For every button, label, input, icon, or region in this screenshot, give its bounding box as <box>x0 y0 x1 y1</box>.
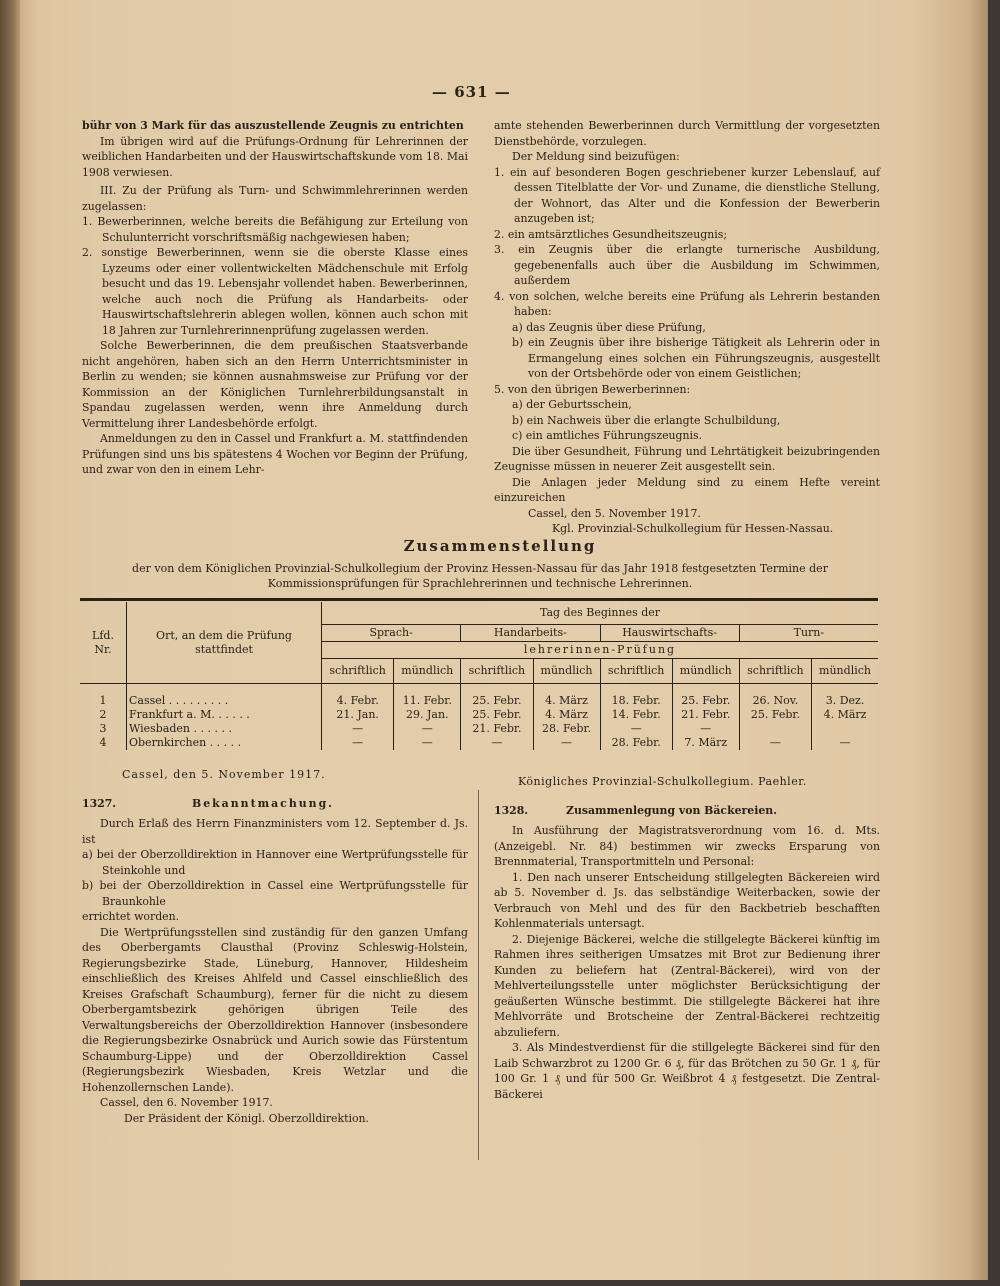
right-column-top <box>494 118 880 537</box>
paragraph: Die über Gesundheit, Führung und Lehrtätigkeit beizubringenden Zeugnisse müssen in neuerer Zeit ausgestellt sein. <box>494 444 880 473</box>
row-cell: 4. März <box>812 708 878 722</box>
header-mode: schriftlich <box>322 659 394 684</box>
announcement-header <box>494 803 880 823</box>
row-cell: 28. Febr. <box>600 736 672 750</box>
header-ort: Ort, an dem die Prüfung stattfindet <box>127 602 322 684</box>
zusammenstellung-title: Zusammenstellung <box>403 537 597 555</box>
header-mode: mündlich <box>533 659 600 684</box>
header-mode: mündlich <box>394 659 461 684</box>
table-row <box>80 708 878 722</box>
row-cell: — <box>533 736 600 750</box>
list-item: a) bei der Oberzolldirektion in Hannover eine Wertprüfungsstelle für Steinkohle und <box>82 848 468 877</box>
header-group-sprach: Sprach- <box>322 625 461 642</box>
row-cell: 29. Jan. <box>394 708 461 722</box>
table-date-line: Cassel, den 5. November 1917. <box>122 768 326 781</box>
announcement-heading: Bekanntmachung. <box>192 797 334 810</box>
list-item: 5. von den übrigen Bewerberinnen: <box>494 382 691 396</box>
page-number: — 631 — <box>432 83 511 101</box>
row-cell: 26. Nov. <box>739 684 811 709</box>
header-group-handarbeits: Handarbeits- <box>461 625 600 642</box>
row-cell: — <box>394 736 461 750</box>
list-item: b) bei der Oberzolldirektion in Cassel eine Wertprüfungsstelle für Braunkohle <box>82 879 468 908</box>
row-cell: — <box>322 736 394 750</box>
header-lehrerinnen-pruefung: lehrerinnen-Prüfung <box>322 642 879 659</box>
row-cell: 11. Febr. <box>394 684 461 709</box>
row-cell: 25. Febr. <box>461 684 533 709</box>
paragraph: Anmeldungen zu den in Cassel und Frankfurt a. M. stattfindenden Prüfungen sind uns bis spätestens 4 Wochen vor Beginn der Prüfung, und zwar von den in einem Lehr- <box>82 432 468 476</box>
row-cell: 7. März <box>672 736 739 750</box>
paragraph: errichtet worden. <box>82 910 180 923</box>
date-line: Cassel, den 6. November 1917. <box>100 1096 273 1109</box>
table-row <box>80 736 878 750</box>
section-heading-iii: III. Zu der Prüfung als Turn- und Schwimmlehrerinnen werden zugelassen: <box>82 184 468 213</box>
row-cell: — <box>812 736 878 750</box>
paragraph: bühr von 3 Mark für das auszustellende Zeugnis zu entrichten <box>82 119 464 132</box>
header-mode: mündlich <box>672 659 739 684</box>
paragraph: In Ausführung der Magistratsverordnung vom 16. d. Mts. (Anzeigebl. Nr. 84) bestimmen wir zwecks Ersparung von Brennmaterial, Transportmitteln und Personal: <box>494 824 880 868</box>
row-ort: Obernkirchen . . . . . <box>127 736 322 750</box>
paragraph: Die Anlagen jeder Meldung sind zu einem Hefte vereint einzureichen <box>494 475 880 504</box>
signature: Kgl. Provinzial-Schulkollegium für Hessen-Nassau. <box>552 522 834 535</box>
row-cell: 14. Febr. <box>600 708 672 722</box>
paragraph: Die Wertprüfungsstellen sind zuständig für den ganzen Umfang des Oberbergamts Clausthal (Provinz Schleswig-Holstein, Regierungsbezirke Stade, Lüneburg, Hannover, Hildesheim einschließlich des Kreises Ahlfeld und Cassel einschließlich des Kreises Grafschaft Schaumburg), ferner für die nicht zu diesem Oberbergamtsbezirk gehörigen übrigen Teile des Verwaltungsbereichs der Oberzolldirektion Hannover (insbesondere die Regierungsbezirke Osnabrück und Aurich sowie das Fürstentum Schaumburg-Lippe) und der Oberzolldirektion Cassel (Regierungsbezirk Wiesbaden, Kreis Wetzlar und die Hohenzollernschen Lande). <box>82 925 468 1094</box>
row-cell: 3. Dez. <box>812 684 878 709</box>
row-nr: 1 <box>99 694 107 707</box>
list-item: 4. von solchen, welche bereits eine Prüfung als Lehrerin bestanden haben: <box>494 289 880 318</box>
row-cell: 21. Febr. <box>672 708 739 722</box>
sub-list-item: b) ein Zeugnis über ihre bisherige Tätigkeit als Lehrerin oder in Ermangelung eines solchen ein Führungszeugnis, ausgestellt von der Ortsbehörde oder von einem Geistlichen; <box>512 336 880 380</box>
row-cell: 4. März <box>533 684 600 709</box>
sub-list-item: a) der Geburtsschein, <box>512 398 632 411</box>
row-cell: 4. Febr. <box>322 684 394 709</box>
row-cell <box>812 722 878 736</box>
table-row <box>80 684 878 709</box>
row-cell: 4. März <box>533 708 600 722</box>
row-cell: 25. Febr. <box>739 708 811 722</box>
list-item: 3. ein Zeugnis über die erlangte turnerische Ausbildung, gegebenenfalls auch über die Ausbildung im Schwimmen, außerdem <box>494 243 880 287</box>
row-nr: 2 <box>99 708 107 721</box>
row-cell: 18. Febr. <box>600 684 672 709</box>
sub-list-item: b) ein Nachweis über die erlangte Schulbildung, <box>512 413 781 427</box>
row-cell: — <box>394 722 461 736</box>
row-cell: 25. Febr. <box>461 708 533 722</box>
list-item: 1. ein auf besonderen Bogen geschriebener kurzer Lebenslauf, auf dessen Titelblatte der Vor- und Zuname, die dienstliche Stellung, der Wohnort, das Alter und die Konfession der Bewerberin anzugeben ist; <box>494 165 880 225</box>
list-item: 1. Bewerberinnen, welche bereits die Befähigung zur Erteilung von Schulunterricht vorschriftsmäßig nachgewiesen haben; <box>82 215 468 244</box>
header-mode: schriftlich <box>600 659 672 684</box>
row-nr: 4 <box>99 736 107 749</box>
row-cell: 21. Jan. <box>322 708 394 722</box>
list-item: 2. ein amtsärztliches Gesundheitszeugnis; <box>494 227 727 241</box>
date-line: Cassel, den 5. November 1917. <box>528 506 701 520</box>
paragraph: Im übrigen wird auf die Prüfungs-Ordnung für Lehrerinnen der weiblichen Handarbeiten und der Hauswirtschaftskunde vom 18. Mai 1908 verwiesen. <box>82 134 468 179</box>
row-cell: 21. Febr. <box>461 722 533 736</box>
zusammenstellung-subtitle: der von dem Königlichen Provinzial-Schulkollegium der Provinz Hessen-Nassau für das Jahr 1918 festgesetzten Termine der Kommissionsprüfungen für Sprachlehrerinnen und technische Lehrerinnen. <box>132 562 828 590</box>
paragraph: Der Meldung sind beizufügen: <box>512 150 680 163</box>
row-cell: 25. Febr. <box>672 684 739 709</box>
row-cell: — <box>600 722 672 736</box>
paragraph: Durch Erlaß des Herrn Finanzministers vom 12. September d. Js. ist <box>82 817 468 846</box>
header-group-turn: Turn- <box>739 625 878 642</box>
header-mode: schriftlich <box>461 659 533 684</box>
header-group-hauswirtschafts: Hauswirtschafts- <box>600 625 739 642</box>
paragraph: 1. Den nach unserer Entscheidung stillgelegten Bäckereien wird ab 5. November d. Js. das selbständige Weiterbacken, sowie der Verbrauch von Mehl und des für den Backbetrieb beschafften Kohlenmaterials untersagt. <box>494 870 880 930</box>
table-row <box>80 722 878 736</box>
row-nr: 3 <box>99 722 107 735</box>
row-cell: — <box>322 722 394 736</box>
announcement-heading: Zusammenlegung von Bäckereien. <box>566 804 777 817</box>
paragraph: 2. Diejenige Bäckerei, welche die stillgelegte Bäckerei künftig im Rahmen ihres seitherigen Umsatzes mit Brot zur Bedienung ihrer Kunden zu beliefern hat (Zentral-Bäckerei), wird von der Mehlverteilungsstelle unter möglichster Berücksichtigung der geäußerten Wünsche bestimmt. Die stillgelegte Bäckerei hat ihre Mehlvorräte und Brotscheine der Zentral-Bäckerei rechtzeitig abzuliefern. <box>494 932 880 1039</box>
row-cell <box>739 722 811 736</box>
signature: Der Präsident der Königl. Oberzolldirektion. <box>124 1111 369 1125</box>
row-cell: — <box>672 722 739 736</box>
right-column-bottom <box>494 803 880 1102</box>
header-mode: mündlich <box>812 659 878 684</box>
header-lfd-nr: Lfd. Nr. <box>80 602 127 684</box>
left-column-bottom <box>82 796 468 1126</box>
row-ort: Frankfurt a. M. . . . . . <box>127 708 322 722</box>
announcement-number: 1328. <box>494 804 529 817</box>
header-tag-des-beginnes: Tag des Beginnes der <box>322 602 879 625</box>
column-divider <box>478 790 479 1160</box>
row-ort: Wiesbaden . . . . . . <box>127 722 322 736</box>
header-mode: schriftlich <box>739 659 811 684</box>
paragraph: 3. Als Mindestverdienst für die stillgelegte Bäckerei sind für den Laib Schwarzbrot zu 1200 Gr. 6 ₰, für das Brötchen zu 50 Gr. 1 ₰, für 100 Gr. 1 ₰ und für 500 Gr. Weißbrot 4 ₰ festgesetzt. Die Zentral-Bäckerei <box>494 1041 880 1101</box>
book-gutter <box>0 0 20 1286</box>
announcement-number: 1327. <box>82 797 117 810</box>
paragraph: amte stehenden Bewerberinnen durch Vermittlung der vorgesetzten Dienstbehörde, vorzulegen. <box>494 119 880 148</box>
row-cell: 28. Febr. <box>533 722 600 736</box>
table-top-rule <box>80 598 878 601</box>
sub-list-item: a) das Zeugnis über diese Prüfung, <box>512 320 706 334</box>
table-signature: Königliches Provinzial-Schulkollegium. Paehler. <box>518 775 807 788</box>
announcement-header <box>82 796 468 816</box>
row-cell: — <box>461 736 533 750</box>
sub-list-item: c) ein amtliches Führungszeugnis. <box>512 429 703 442</box>
row-cell: — <box>739 736 811 750</box>
left-column-top <box>82 118 468 478</box>
paragraph: Solche Bewerberinnen, die dem preußischen Staatsverbande nicht angehören, haben sich an den Herrn Unterrichtsminister in Berlin zu wenden; sie können ausnahmsweise zur Prüfung vor der Kommission an der Königlichen Turnlehrerbildungsanstalt in Spandau zugelassen werden, wenn ihre Anmeldung durch Vermittelung ihrer Landesbehörde erfolgt. <box>82 339 468 430</box>
list-item: 2. sonstige Bewerberinnen, wenn sie die oberste Klasse eines Lyzeums oder einer vollentwickelten Mädchenschule mit Erfolg besucht und das 19. Lebensjahr vollendet haben. Bewerberinnen, welche auch noch die Prüfung als Handarbeits- oder Hauswirtschaftslehrerin ablegen wollen, können auch schon mit 18 Jahren zur Turnlehrerinnenprüfung zugelassen werden. <box>82 246 468 337</box>
exam-schedule-table <box>80 602 878 750</box>
row-ort: Cassel . . . . . . . . . <box>127 684 322 709</box>
table-header-row <box>80 602 878 625</box>
